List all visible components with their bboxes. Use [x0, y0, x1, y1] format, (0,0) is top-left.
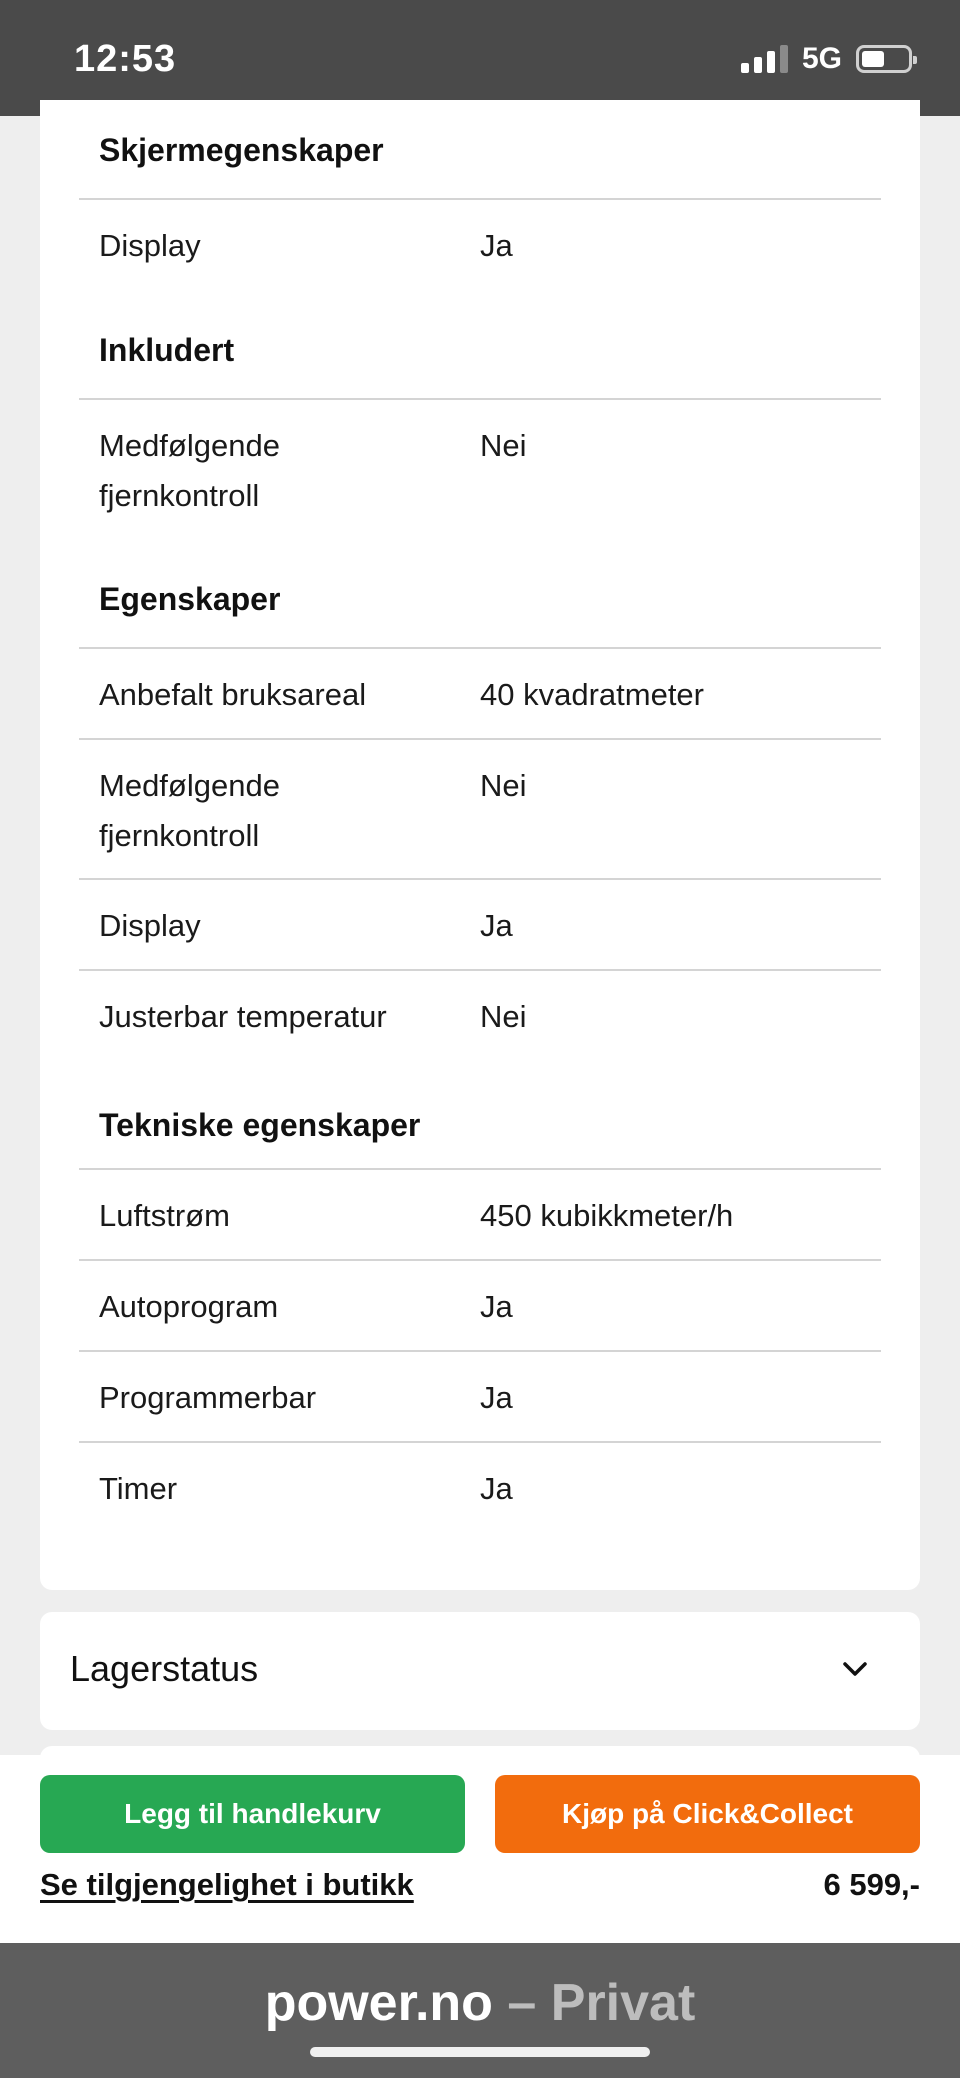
- status-bar: [0, 0, 960, 116]
- spec-value: Ja: [480, 1289, 513, 1324]
- spec-value: Ja: [480, 1380, 513, 1415]
- spec-value: Nei: [480, 428, 527, 463]
- section-title: Egenskaper: [99, 581, 281, 617]
- battery-level: [862, 51, 884, 67]
- spec-label: Timer: [99, 1471, 178, 1506]
- status-time: 12:53: [74, 38, 177, 80]
- store-availability-link[interactable]: Se tilgjengelighet i butikk: [40, 1867, 414, 1902]
- divider: [79, 1259, 881, 1261]
- private-mode-label: Privat: [550, 1974, 696, 2032]
- section-title: Skjermegenskaper: [99, 132, 384, 168]
- spec-value: 40 kvadratmeter: [480, 677, 704, 712]
- divider: [79, 1441, 881, 1443]
- site-domain: power.no: [264, 1974, 493, 2032]
- home-indicator[interactable]: [310, 2047, 650, 2057]
- spec-label: Programmerbar: [99, 1380, 317, 1415]
- spec-label: Anbefalt bruksareal: [99, 677, 367, 712]
- battery-icon: [856, 45, 912, 73]
- specifications-card: [40, 100, 920, 1590]
- site-address[interactable]: [0, 1973, 960, 2033]
- spec-value: Nei: [480, 999, 527, 1034]
- purchase-action-bar: [0, 1755, 960, 1943]
- spec-value: Nei: [480, 768, 527, 803]
- click-and-collect-button[interactable]: Kjøp på Click&Collect: [495, 1775, 920, 1853]
- divider: [79, 1350, 881, 1352]
- divider: [79, 198, 881, 200]
- divider: [79, 969, 881, 971]
- chevron-down-icon[interactable]: [842, 1656, 868, 1682]
- network-type: 5G: [801, 42, 842, 75]
- add-to-cart-button[interactable]: Legg til handlekurv: [40, 1775, 465, 1853]
- price: 6 599,-: [823, 1867, 920, 1902]
- signal-icon: [741, 45, 788, 73]
- browser-address-bar[interactable]: [0, 1943, 960, 2078]
- spec-label: Justerbar temperatur: [99, 999, 387, 1034]
- divider: [79, 1168, 881, 1170]
- site-separator: –: [507, 1974, 537, 2032]
- spec-label: Display: [99, 228, 201, 263]
- spec-label: Autoprogram: [99, 1289, 279, 1324]
- spec-label: Luftstrøm: [99, 1198, 230, 1233]
- status-icons: [741, 42, 912, 76]
- section-title: Inkludert: [99, 332, 235, 368]
- divider: [79, 647, 881, 649]
- spec-value: Ja: [480, 1471, 513, 1506]
- lagerstatus-label: Lagerstatus: [70, 1648, 259, 1689]
- divider: [79, 398, 881, 400]
- divider: [79, 738, 881, 740]
- section-title: Tekniske egenskaper: [99, 1107, 421, 1143]
- lagerstatus-accordion[interactable]: [40, 1612, 920, 1730]
- spec-label: Medfølgende fjernkontroll: [99, 428, 280, 513]
- spec-value: Ja: [480, 228, 513, 263]
- spec-label: Display: [99, 908, 201, 943]
- spec-value: Ja: [480, 908, 513, 943]
- spec-value: 450 kubikkmeter/h: [480, 1198, 734, 1233]
- spec-label: Medfølgende fjernkontroll: [99, 768, 280, 853]
- divider: [79, 878, 881, 880]
